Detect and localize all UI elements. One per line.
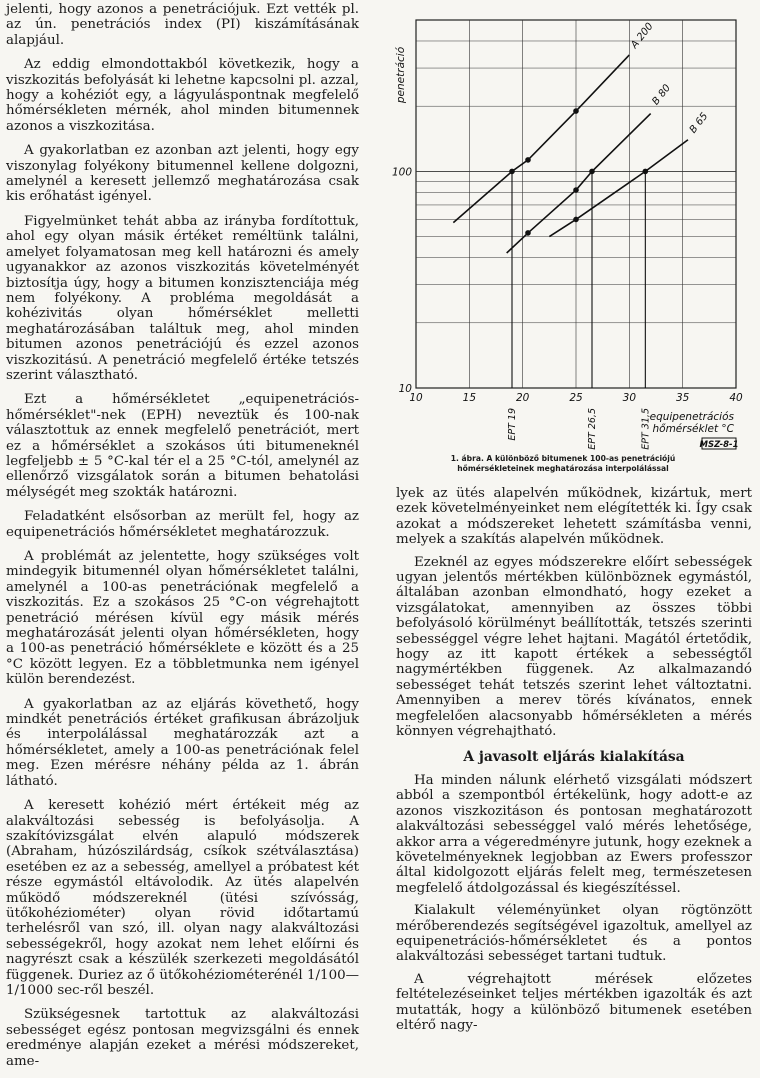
- paragraph: A gyakorlatban az az eljárás követhető, hogy mindkét penetrációs értéket grafikusan ábrázoljuk és interpolálással meghatározzák azt a hőmérsékletet, amely a 100-as penetrációnak felel meg. Ezen mérésre néhány példa az 1. ábrán látható.: [6, 696, 359, 789]
- x-tick-label: 15: [462, 392, 477, 404]
- x-tick-label: 10: [409, 392, 423, 404]
- series-line: [453, 55, 629, 223]
- figure-caption: [388, 454, 738, 473]
- section-title: A javasolt eljárás kialakítása: [463, 748, 685, 765]
- paragraph: Feladatként elsősorban az merült fel, hogy az equipenetrációs hőmérsékletet meghatározzuk.: [6, 509, 359, 540]
- y-tick-label: 10: [398, 383, 412, 395]
- paragraph: Ha minden nálunk elérhető vizsgálati módszert abból a szempontból értékelünk, hogy adott-e az azonos viszkozitáson és pontosan meghatározott alakváltozási sebességgel való mérés lehetősége, akkor arra a végeredményre jutunk, hogy ezeknek a követelményeknek legjobban az Ewers professzor által kidolgozott eljárás felelt meg, természetesen megfelelő átdolgozással és kiegészítéssel.: [396, 772, 752, 896]
- paragraph: A gyakorlatban ez azonban azt jelenti, hogy egy viszonylag folyékony bitumennel kellene dolgozni, amelynél a keresett jellemző meghatározása csak kis erőhatást igényel.: [6, 143, 359, 205]
- x-tick-label: 40: [729, 392, 743, 404]
- x-axis-label: equipenetrációs: [649, 411, 734, 423]
- x-axis-label: hőmérséklet °C: [652, 423, 734, 435]
- paragraph: lyek az ütés alapelvén működnek, kizártuk, mert ezek követelményeinket nem elégítették ki. Így csak azokat a módszereket lehetett számításba venni, melyek a szakítás alapelvén működnek.: [396, 486, 752, 548]
- caption-line-2: hőmérsékleteinek meghatározása interpolálással: [457, 463, 669, 473]
- figure-tag: MSZ-8-1: [699, 440, 739, 450]
- paragraph: Kialakult véleményünket olyan rögtönzött mérőberendezés segítségével igazoltuk, amellyel az equipenetrációs-hőmérsékletet és a pontos alakváltozási sebességet tartani tudtuk.: [396, 903, 752, 965]
- ept-marker-label: EPT 19: [507, 408, 518, 441]
- data-point: [573, 108, 579, 114]
- paragraph: Figyelmünket tehát abba az irányba fordítottuk, ahol egy olyan másik értéket reméltünk találni, amelyet folyamatosan meg kell határozni és amely ugyanakkor az azonos viszkozitás követelményét biztosítja úgy, hogy a bitumen konzisztenciája még nem folyékony. A probléma megoldását a kohézivitás olyan hőmérséklet melletti meghatározásában találtuk meg, ahol minden bitumen azonos penetrációjú és ezzel azonos viszkozitású. A penetráció megfelelő értéke tetszés szerint választható.: [6, 213, 359, 383]
- y-axis-label: penetráció: [395, 46, 407, 104]
- y-tick-label: 100: [391, 166, 412, 179]
- series-label: B 65: [687, 110, 711, 136]
- x-tick-label: 35: [675, 392, 690, 404]
- ept-marker-label: EPT 31,5: [640, 408, 652, 450]
- paragraph: Szükségesnek tartottuk az alakváltozási sebességet egész pontosan megvizsgálni és ennek eredménye alapján ezeket a mérési módszereket, ame-: [6, 1007, 359, 1069]
- series-label: B 80: [650, 82, 674, 108]
- paragraph: A keresett kohézió mért értékeit még az alakváltozási sebesség is befolyásolja. A szakítóvizsgálat elvén alapuló módszerek (Abraham, húzószilárdság, csíkok szétválasztása) esetében ez az a sebesség, amellyel a próbatest két része egymástól eltávolodik. Az ütés alapelvén működő módszereknél (ütési szívósság, ütőkohéziométer) olyan rövid időtartamú terhelésről van szó, ill. olyan nagy alakváltozási sebességekről, hogy azokat nem lehet előírni és nagyrészt csak a készülék szerkezeti megoldásától függenek. Duriez az ő ütőkohéziométerénél 1/100—1/1000 sec-ről beszél.: [6, 798, 359, 998]
- series-line: [549, 140, 688, 237]
- x-tick-label: 30: [622, 392, 637, 404]
- data-point: [573, 217, 579, 223]
- x-tick-label: 25: [569, 392, 583, 404]
- paragraph: jelenti, hogy azonos a penetrációjuk. Ezt vették pl. az ún. penetrációs index (PI) kiszámításának alapjául.: [6, 2, 359, 48]
- data-point: [525, 157, 531, 163]
- caption-line-1: 1. ábra. A különböző bitumenek 100-as penetrációjú: [450, 454, 676, 463]
- x-tick-label: 20: [515, 392, 530, 404]
- paragraph: Az eddig elmondottakból következik, hogy a viszkozitás befolyását ki lehetne kapcsolni pl. azzal, hogy a kohéziót egy, a lágyuláspontnak megfelelő hőmérsékleten mérnék, ahol minden bitumennek azonos a viszkozitása.: [6, 57, 359, 134]
- series-label: A 200: [629, 21, 656, 51]
- paragraph: A végrehajtott mérések előzetes feltételezéseinket teljes mértékben igazolták és azt mutatták, hogy a különböző bitumenek esetében eltérő nagy-: [396, 971, 752, 1033]
- figure-chart: [384, 8, 756, 476]
- ept-marker-label: EPT 26,5: [587, 408, 598, 450]
- data-point: [573, 187, 579, 193]
- paragraph: Ezeknél az egyes módszerekre előírt sebességek ugyan jelentős mértékben különböznek egymástól, általában azonban elmondható, hogy ezeket a vizsgálatokat, amennyiben az összes többi befolyásoló körülményt beállították, tetszés szerinti sebességgel végre lehet hajtani. Magától értetődik, hogy az itt kapott értékek a sebességtől nagymértékben függenek. Az alkalmazandó sebességet tehát tetszés szerint lehet változtatni. Amennyiben a merev törés kívánatos, ennek megfelelően alacsonyabb hőmérsékleten a mérés könnyen végrehajtható.: [396, 554, 752, 740]
- left-column: [6, 2, 359, 1078]
- right-column: [396, 486, 752, 1040]
- paragraph: Ezt a hőmérsékletet „equipenetrációs-hőmérséklet"-nek (EPH) neveztük és 100-nak választottuk az ennek megfelelő penetrációt, mert ez a hőmérséklet a szokásos úti bitumeneknél legfeljebb ± 5 °C-kal tér el a 25 °C-tól, amelynél az ellenőrző vizsgálatok során a bitumen behatolási mélységét meg szokták határozni.: [6, 392, 359, 500]
- data-point: [525, 230, 531, 236]
- paragraph: A problémát az jelentette, hogy szükséges volt mindegyik bitumennél olyan hőmérsékletet találni, amelynél a 100-as penetrációnak megfelelő a viszkozitás. Ez a szokásos 25 °C-on végrehajtott penetráció mérésen kívül egy másik mérés meghatározását jelenti olyan hőmérsékleten, hogy a 100-as penetráció hőmérséklete e között és a 25 °C között legyen. Ez a többletmunka nem igényel külön berendezést.: [6, 549, 359, 688]
